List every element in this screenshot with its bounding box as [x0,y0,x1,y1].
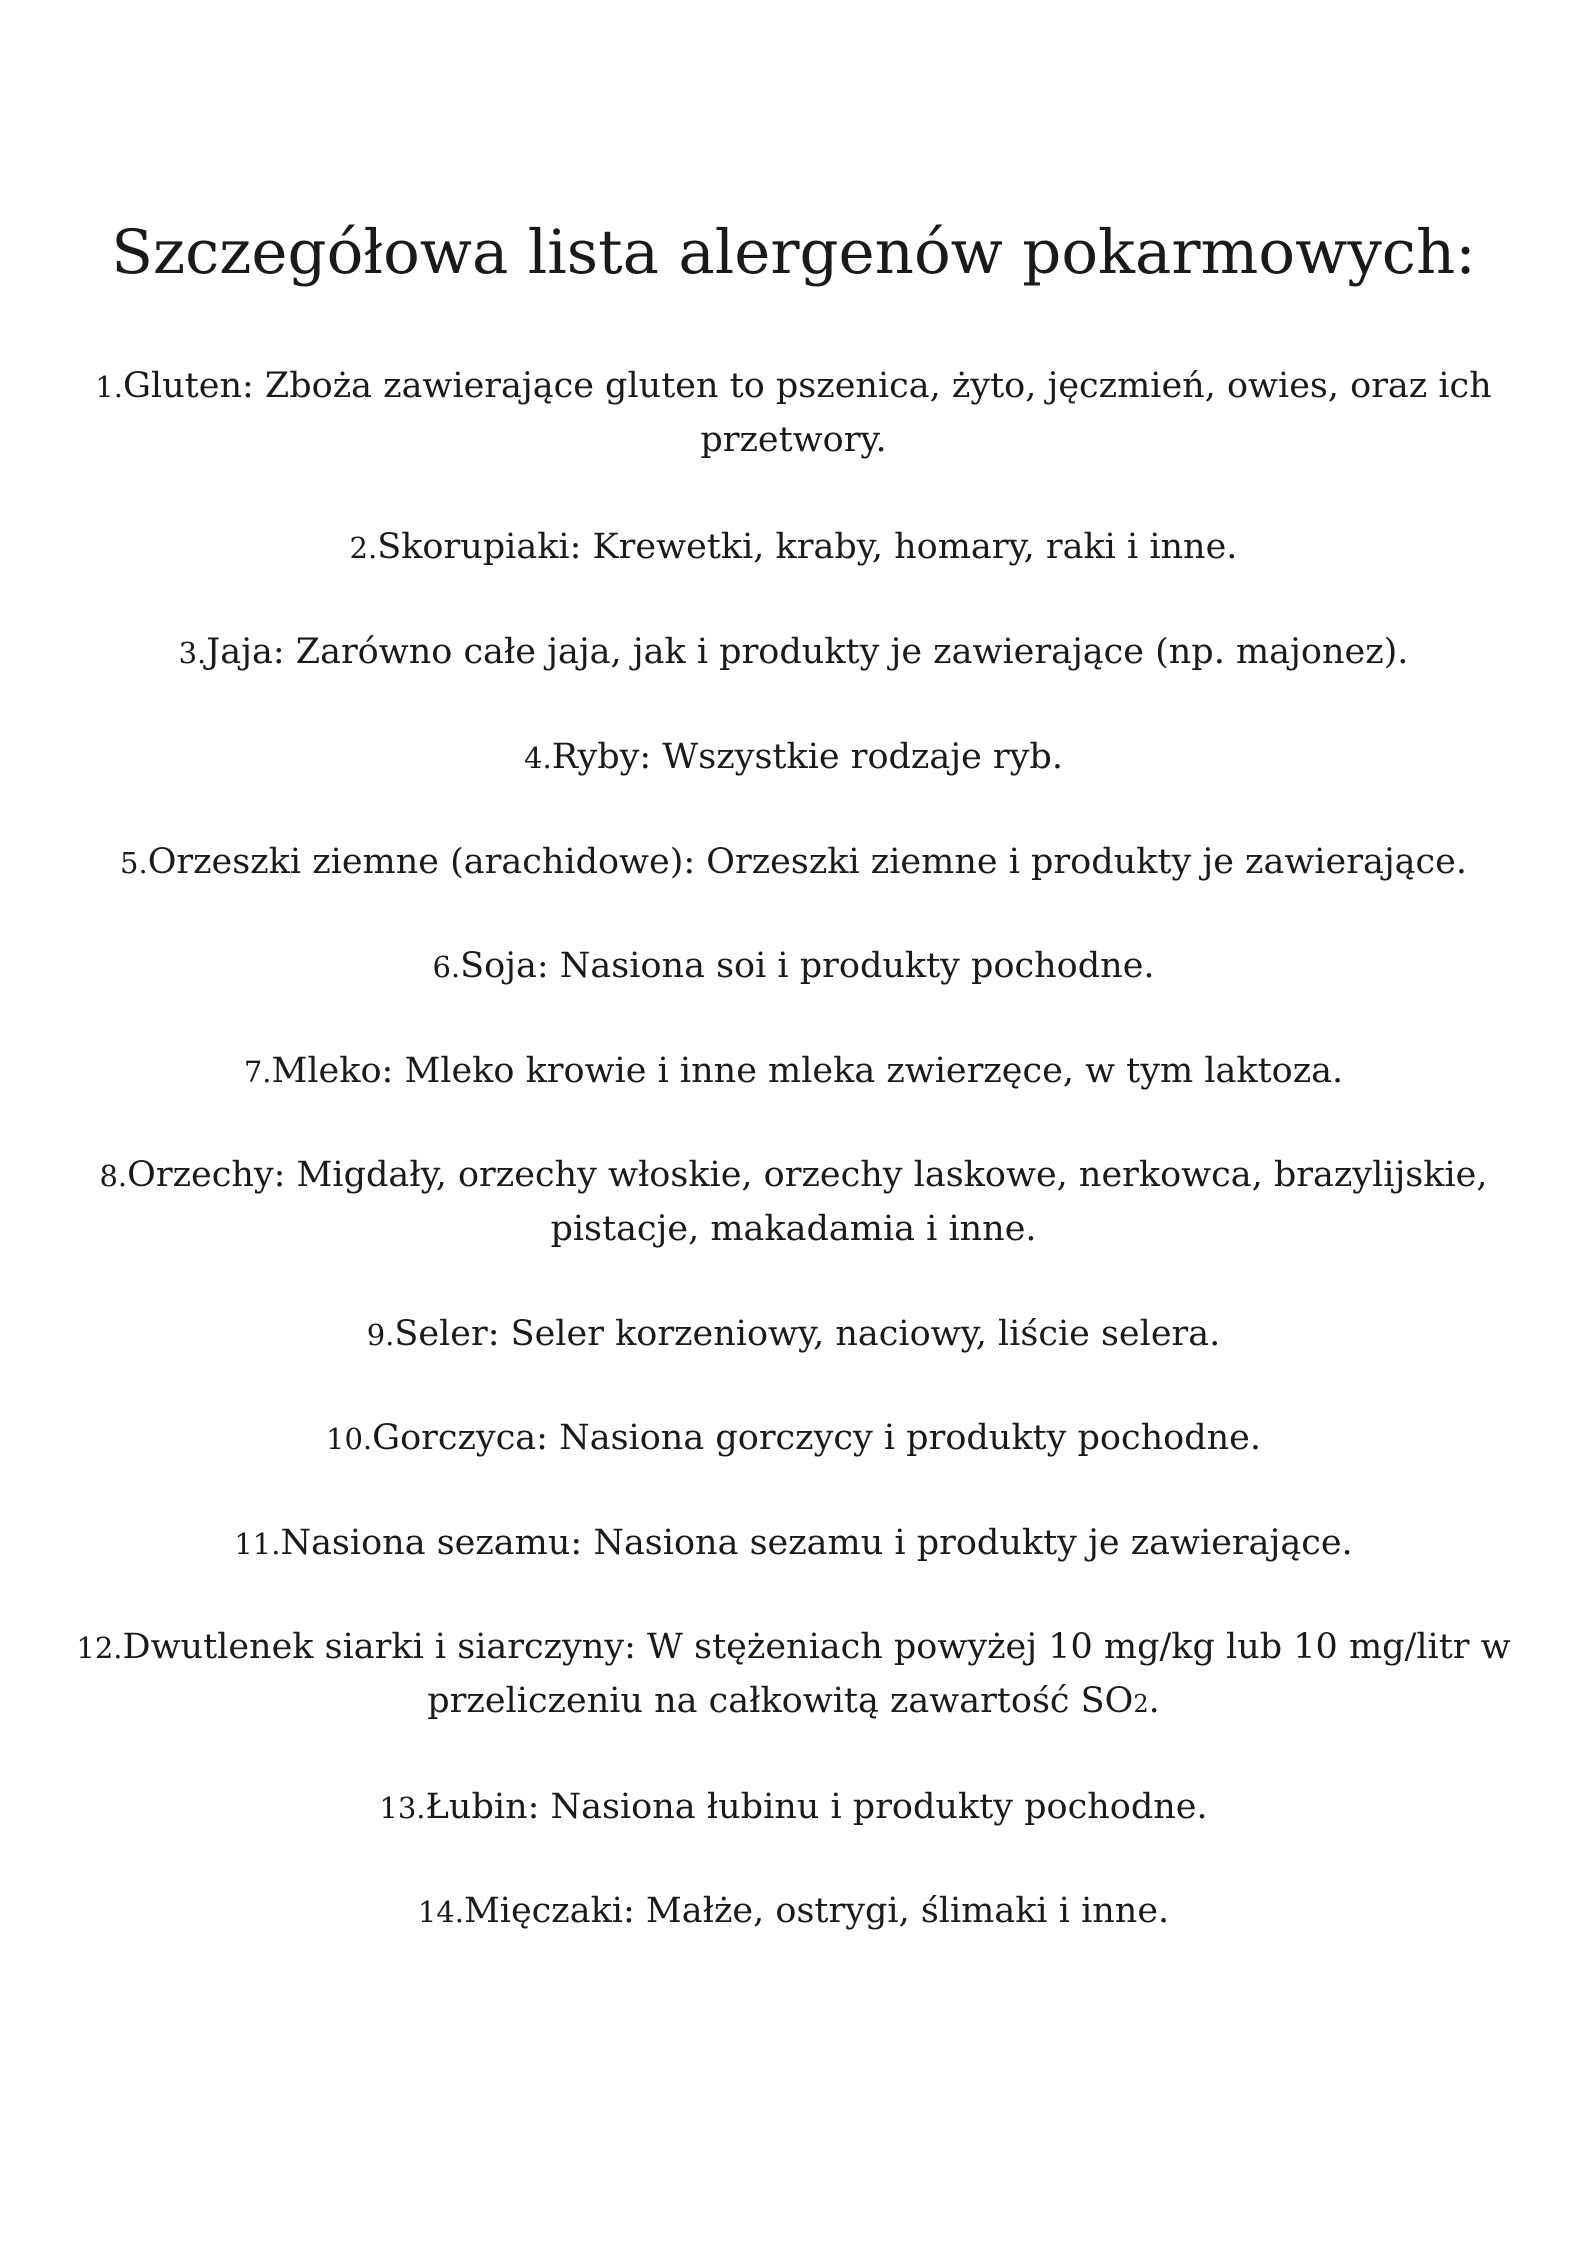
list-item-ryby [40,731,1547,785]
item-text: Seler: Seler korzeniowy, naciowy, liście selera. [394,1314,1221,1354]
item-number: 12. [76,1631,123,1665]
item-number: 11. [234,1527,281,1561]
item-text: Skorupiaki: Krewetki, kraby, homary, raki i inne. [377,527,1238,567]
list-item-lubin [40,1781,1547,1835]
list-item-gorczyca [40,1412,1547,1466]
list-item-seler [40,1308,1547,1362]
list-item-orzechy [40,1149,1547,1256]
item-text: Orzechy: Migdały, orzechy włoskie, orzechy laskowe, nerkowca, brazylijskie, pistacje, makadamia i inne. [127,1155,1488,1249]
item-number: 9. [366,1318,395,1352]
item-number: 13. [379,1791,426,1825]
list-item-mleko [40,1045,1547,1099]
item-text: Nasiona sezamu: Nasiona sezamu i produkty je zawierające. [280,1523,1353,1563]
item-text: Łubin: Nasiona łubinu i produkty pochodne. [425,1787,1208,1827]
item-text: Mięczaki: Małże, ostrygi, ślimaki i inne. [463,1891,1170,1931]
list-item-dwutlenek-siarki [40,1621,1547,1731]
item-suffix: . [1148,1681,1160,1721]
list-item-gluten [40,360,1547,467]
item-text: Ryby: Wszystkie rodzaje ryb. [551,737,1063,777]
item-number: 8. [99,1159,128,1193]
item-number: 6. [432,950,461,984]
subscript-text: 2 [1133,1690,1149,1718]
list-item-mieczaki [40,1885,1547,1939]
list-item-skorupiaki [40,521,1547,575]
item-text: Jaja: Zarówno całe jaja, jak i produkty je zawierające (np. majonez). [206,632,1409,672]
item-number: 14. [417,1895,464,1929]
list-item-sezam [40,1517,1547,1571]
list-item-soja [40,940,1547,994]
item-number: 2. [349,531,378,565]
item-text: Soja: Nasiona soi i produkty pochodne. [460,946,1155,986]
item-text: Gorczyca: Nasiona gorczycy i produkty pochodne. [372,1418,1261,1458]
item-text: Gluten: Zboża zawierające gluten to pszenica, żyto, jęczmień, owies, oraz ich przetwory. [122,366,1492,460]
list-item-jaja [40,626,1547,680]
item-number: 7. [243,1055,272,1089]
item-text: Orzeszki ziemne (arachidowe): Orzeszki ziemne i produkty je zawierające. [147,842,1467,882]
item-number: 4. [524,741,552,775]
page-title: Szczegółowa lista alergenów pokarmowych: [111,217,1476,288]
item-number: 10. [326,1422,373,1456]
list-item-orzeszki-ziemne [40,836,1547,890]
item-number: 5. [120,846,148,880]
item-text: Mleko: Mleko krowie i inne mleka zwierzęce, w tym laktoza. [271,1051,1344,1091]
item-text: Dwutlenek siarki i siarczyny: W stężeniach powyżej 10 mg/kg lub 10 mg/litr w przeliczeniu na całkowitą zawartość SO [122,1627,1511,1721]
item-number: 1. [95,370,123,404]
item-number: 3. [178,636,207,670]
